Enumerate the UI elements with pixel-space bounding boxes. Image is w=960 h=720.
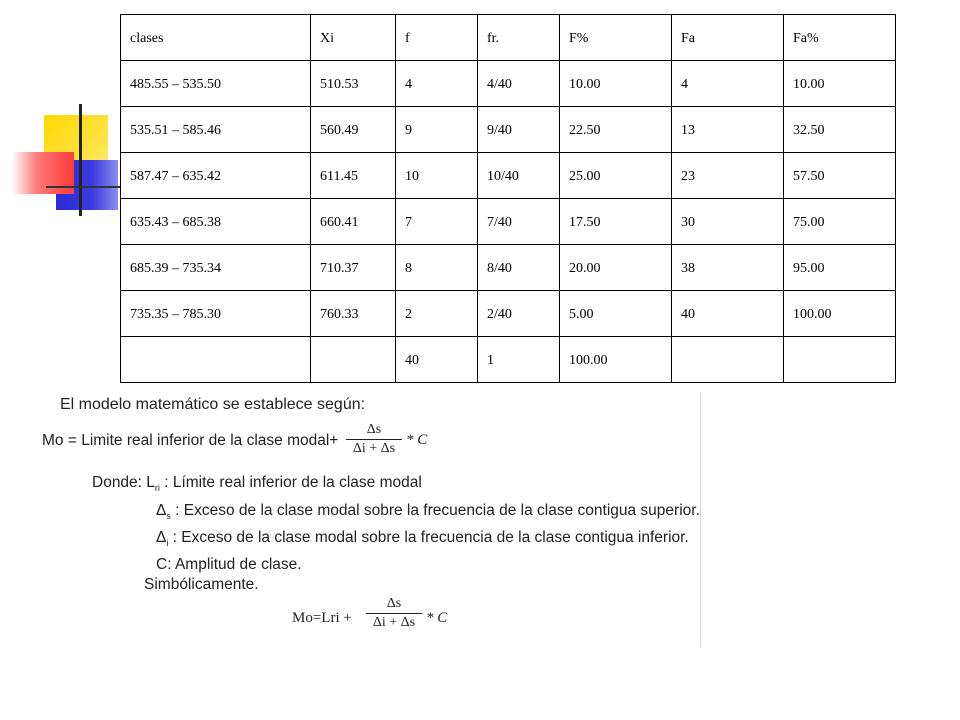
- cell-f-percent: 17.50: [560, 199, 672, 245]
- cell-fr: 10/40: [478, 153, 560, 199]
- table-row: [121, 337, 896, 383]
- cell-fa-percent: 75.00: [784, 199, 896, 245]
- donde-line: [92, 474, 422, 493]
- delta-s-text: : Exceso de la clase modal sobre la frecuencia de la clase contigua superior.: [170, 502, 700, 519]
- cell-xi: 611.45: [311, 153, 396, 199]
- cell-f: 10: [396, 153, 478, 199]
- cell-fa-percent: 32.50: [784, 107, 896, 153]
- cell-fr: 1: [478, 337, 560, 383]
- cell-f: 40: [396, 337, 478, 383]
- cell-f: 8: [396, 245, 478, 291]
- cell-f: f: [396, 15, 478, 61]
- table-row: [121, 291, 896, 337]
- delta-s-symbol: Δ: [156, 502, 167, 519]
- cell-clases: clases: [121, 15, 311, 61]
- times-c-2: * C: [426, 610, 448, 626]
- amplitude-line: C: Amplitud de clase.: [156, 556, 302, 573]
- donde-label: Donde: L: [92, 474, 155, 491]
- table-row: [121, 61, 896, 107]
- vertical-line-decoration: [79, 104, 82, 216]
- table-row: [121, 199, 896, 245]
- cell-xi: Xi: [311, 15, 396, 61]
- cell-fa: 13: [672, 107, 784, 153]
- cell-fr: fr.: [478, 15, 560, 61]
- formula-intro: El modelo matemático se establece según:: [60, 396, 366, 413]
- cell-f: 9: [396, 107, 478, 153]
- cell-fa: 4: [672, 61, 784, 107]
- short-formula-fraction: [366, 596, 422, 631]
- cell-f-percent: 20.00: [560, 245, 672, 291]
- cell-f-percent: 25.00: [560, 153, 672, 199]
- delta-s-line: [156, 502, 700, 521]
- simbolicamente-line: Simbólicamente.: [144, 576, 259, 593]
- fraction-numerator: Δs: [346, 422, 402, 440]
- cell-xi: 760.33: [311, 291, 396, 337]
- cell-f-percent: 100.00: [560, 337, 672, 383]
- table-row: [121, 245, 896, 291]
- cell-fa: 38: [672, 245, 784, 291]
- cell-clases: 685.39 – 735.34: [121, 245, 311, 291]
- cell-fr: 9/40: [478, 107, 560, 153]
- cell-f-percent: 5.00: [560, 291, 672, 337]
- short-formula-text: Mo=Lri +: [292, 610, 352, 626]
- cell-fa-percent: [784, 337, 896, 383]
- delta-i-line: [156, 529, 689, 548]
- delta-s-sub: s: [166, 511, 171, 522]
- cell-clases: 735.35 – 785.30: [121, 291, 311, 337]
- cell-fa-percent: 100.00: [784, 291, 896, 337]
- table-row: [121, 153, 896, 199]
- cell-fr: 7/40: [478, 199, 560, 245]
- cell-fa: 30: [672, 199, 784, 245]
- mode-formula-fraction: [346, 422, 402, 457]
- cell-clases: 485.55 – 535.50: [121, 61, 311, 107]
- cell-clases: [121, 337, 311, 383]
- fraction2-denominator: Δi + Δs: [372, 615, 416, 630]
- cell-xi: [311, 337, 396, 383]
- cell-f: 2: [396, 291, 478, 337]
- cell-f-percent: 10.00: [560, 61, 672, 107]
- cell-fr: 4/40: [478, 61, 560, 107]
- cell-clases: 587.47 – 635.42: [121, 153, 311, 199]
- cell-clases: 535.51 – 585.46: [121, 107, 311, 153]
- cell-fa: [672, 337, 784, 383]
- cell-fr: 8/40: [478, 245, 560, 291]
- cell-fa: 23: [672, 153, 784, 199]
- mode-formula-text: Mo = Limite real inferior de la clase modal+: [42, 432, 339, 449]
- cell-fa-percent: 95.00: [784, 245, 896, 291]
- times-c: * C: [406, 432, 428, 448]
- cell-fa-percent: 57.50: [784, 153, 896, 199]
- fraction-denominator: Δi + Δs: [352, 441, 396, 456]
- delta-i-text: : Exceso de la clase modal sobre la frecuencia de la clase contigua inferior.: [168, 529, 689, 546]
- donde-sub: ri: [154, 483, 160, 494]
- cell-fa: 40: [672, 291, 784, 337]
- cell-f-percent: 22.50: [560, 107, 672, 153]
- cell-fa-percent: 10.00: [784, 61, 896, 107]
- fraction2-numerator: Δs: [366, 596, 422, 614]
- frequency-table: [120, 14, 896, 383]
- cell-xi: 510.53: [311, 61, 396, 107]
- cell-clases: 635.43 – 685.38: [121, 199, 311, 245]
- delta-i-symbol: Δ: [156, 529, 167, 546]
- table-row: [121, 107, 896, 153]
- cell-f: 7: [396, 199, 478, 245]
- donde-text: : Límite real inferior de la clase modal: [159, 474, 422, 491]
- cell-xi: 660.41: [311, 199, 396, 245]
- delta-i-sub: i: [166, 538, 169, 549]
- cell-fa: Fa: [672, 15, 784, 61]
- mode-formula-block: [40, 392, 701, 647]
- cell-xi: 560.49: [311, 107, 396, 153]
- cell-fr: 2/40: [478, 291, 560, 337]
- cell-f: 4: [396, 61, 478, 107]
- cell-xi: 710.37: [311, 245, 396, 291]
- cell-f-percent: F%: [560, 15, 672, 61]
- table-header-row: [121, 15, 896, 61]
- cell-fa-percent: Fa%: [784, 15, 896, 61]
